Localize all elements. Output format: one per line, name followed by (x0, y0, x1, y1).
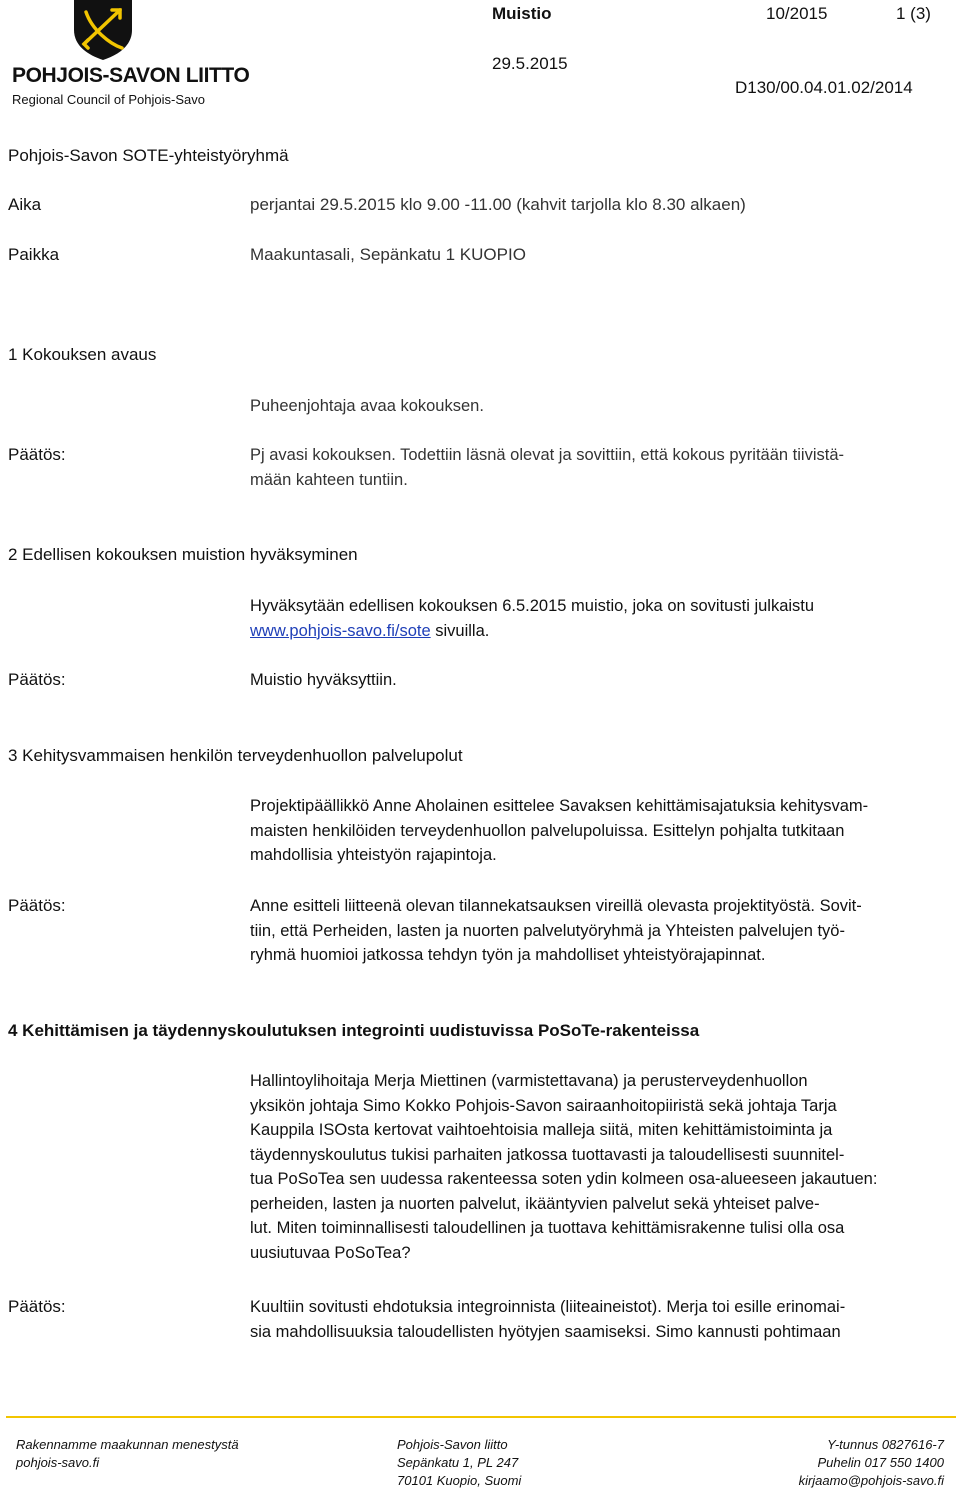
item-2-decision (250, 668, 950, 693)
item-4-proposal-line: tua PoSoTea sen uudessa rakenteessa soten ydin kolmeen osa-alueeseen jakautuen: (250, 1170, 878, 1188)
item-4-proposal-line: yksikön johtaja Simo Kokko Pohjois-Savon sairaanhoitopiiristä sekä johtaja Tarja (250, 1096, 837, 1115)
footer-website[interactable]: pohjois-savo.fi (16, 1455, 100, 1470)
item-2-decision-line: Muistio hyväksyttiin. (250, 671, 397, 689)
item-1-decision (250, 443, 950, 492)
item-4-decision (250, 1295, 950, 1344)
item-3-decision-label: Päätös: (8, 896, 66, 915)
item-1-decision-line: mään kahteen tuntiin. (250, 470, 408, 489)
item-1-proposal (250, 394, 950, 419)
item-4-decision-label: Päätös: (8, 1297, 66, 1316)
logo-subtitle: Regional Council of Pohjois-Savo (12, 92, 205, 107)
logo-title: POHJOIS-SAVON LIITTO (12, 64, 250, 87)
place-value: Maakuntasali, Sepänkatu 1 KUOPIO (250, 245, 526, 264)
item-4-proposal (250, 1069, 950, 1265)
time-label: Aika (8, 195, 42, 214)
item-3-proposal-line: Projektipäällikkö Anne Aholainen esittelee Savaksen kehittämisajatuksia kehitysvam- (250, 797, 869, 815)
item-1-decision-label: Päätös: (8, 445, 66, 464)
item-1-decision-line: Pj avasi kokouksen. Todettiin läsnä olevat ja sovittiin, että kokous pyritään tiivistä- (250, 446, 844, 464)
doc-reference: D130/00.04.01.02/2014 (735, 78, 913, 97)
footer-business-id: Y-tunnus 0827616-7 (827, 1437, 944, 1452)
footer-right (799, 1436, 944, 1490)
footer-address-1: Sepänkatu 1, PL 247 (397, 1455, 519, 1470)
item-2-decision-label: Päätös: (8, 670, 66, 689)
item-3-decision (250, 894, 950, 968)
item-4-proposal-line: täydennyskoulutus tukisi parhaiten jatkossa tuottavasti ja taloudellisesti suunnitel- (250, 1145, 845, 1164)
item-4-proposal-line: Hallintoylihoitaja Merja Miettinen (varmistettavana) ja perusterveydenhuollon (250, 1072, 808, 1090)
item-1-proposal-line: Puheenjohtaja avaa kokouksen. (250, 397, 484, 415)
item-2-proposal-line: Hyväksytään edellisen kokouksen 6.5.2015 muistio, joka on sovitusti julkaistu (250, 597, 815, 615)
group-name: Pohjois-Savon SOTE-yhteistyöryhmä (8, 146, 289, 165)
item-3-decision-line: ryhmä huomioi jatkossa tehdyn työn ja mahdolliset yhteistyörajapinnat. (250, 946, 766, 964)
item-3-proposal-line: mahdollisia yhteistyön rajapintoja. (250, 846, 497, 864)
page-indicator: 1 (3) (896, 4, 931, 23)
item-2-title: 2 Edellisen kokouksen muistion hyväksyminen (8, 545, 358, 564)
item-3-decision-line: tiin, että Perheiden, lasten ja nuorten palvelutyöryhmä ja Yhteisten palvelujen työ- (250, 921, 845, 940)
item-4-title: 4 Kehittämisen ja täydennyskoulutuksen integrointi uudistuvissa PoSoTe-rakenteissa (8, 1021, 700, 1040)
coat-of-arms-emblem (72, 0, 134, 60)
item-4-proposal-line: lut. Miten toiminnallisesti taloudellinen ja tuottava kehittämisrakenne tulisi olla osa (250, 1219, 845, 1237)
sote-website-link[interactable]: www.pohjois-savo.fi/sote (250, 621, 431, 640)
item-3-decision-line: Anne esitteli liitteenä olevan tilannekatsauksen vireillä olevasta projektityöstä. Sovit- (250, 897, 862, 915)
footer-address-2: 70101 Kuopio, Suomi (397, 1473, 522, 1488)
item-1-title: 1 Kokouksen avaus (8, 345, 157, 364)
item-4-proposal-line: perheiden, lasten ja nuorten palvelut, ikääntyvien palvelut sekä yhteiset palve- (250, 1194, 820, 1213)
footer-rule (6, 1416, 956, 1418)
item-4-proposal-line: Kauppila ISOsta kertovat vaihtoehtoisia malleja siitä, miten kehittämistoiminta ja (250, 1121, 833, 1139)
item-3-proposal-line: maisten henkilöiden terveydenhuollon palvelupoluissa. Esittelyn pohjalta tutkitaan (250, 821, 845, 840)
item-4-decision-line: sia mahdollisuuksia taloudellisten hyötyjen saamiseksi. Simo kannusti pohtimaan (250, 1322, 841, 1341)
doc-number: 10/2015 (766, 4, 828, 23)
footer-phone: Puhelin 017 550 1400 (817, 1455, 944, 1470)
item-4-decision-line: Kuultiin sovitusti ehdotuksia integroinnista (liiteaineistot). Merja toi esille erinomai- (250, 1298, 846, 1316)
item-3-proposal (250, 794, 950, 868)
place-label: Paikka (8, 245, 60, 264)
item-3-title: 3 Kehitysvammaisen henkilön terveydenhuollon palvelupolut (8, 746, 463, 765)
item-4-proposal-line: uusiutuvaa PoSoTea? (250, 1243, 411, 1262)
doc-type: Muistio (492, 4, 552, 23)
item-2-proposal-suffix: sivuilla. (430, 621, 490, 640)
item-2-proposal (250, 594, 950, 643)
footer-email[interactable]: kirjaamo@pohjois-savo.fi (798, 1473, 944, 1488)
time-value: perjantai 29.5.2015 klo 9.00 -11.00 (kahvit tarjolla klo 8.30 alkaen) (250, 195, 746, 214)
doc-date: 29.5.2015 (492, 54, 568, 73)
footer-org-name: Pohjois-Savon liitto (397, 1437, 508, 1452)
footer-left (16, 1436, 239, 1472)
footer-slogan: Rakennamme maakunnan menestystä (16, 1437, 239, 1452)
footer-middle (397, 1436, 521, 1490)
